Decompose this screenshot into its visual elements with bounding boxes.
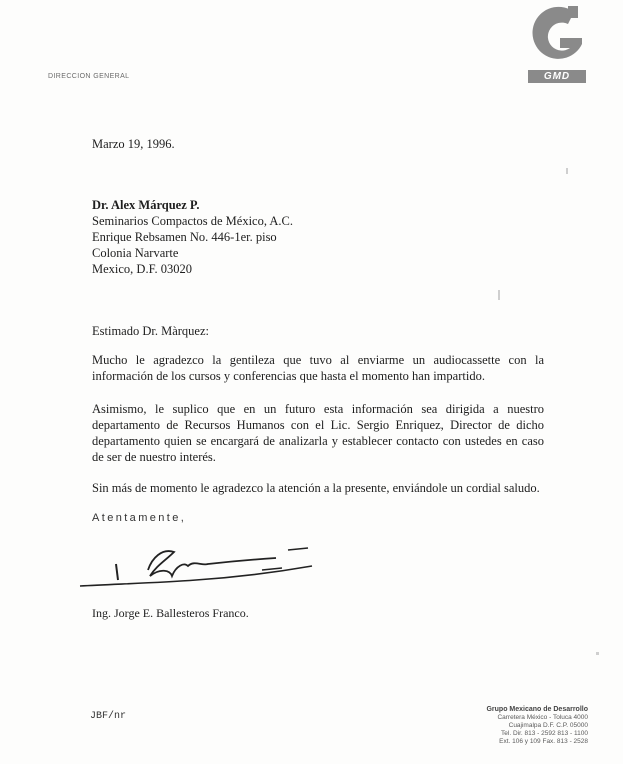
footer-line: Tel. Dir. 813 - 2592 813 - 1100 <box>501 730 588 737</box>
recipient-name: Dr. Alex Márquez P. <box>92 198 200 212</box>
recipient-address <box>92 197 293 277</box>
gmd-logo <box>524 4 590 84</box>
gmd-logo-icon <box>524 4 590 70</box>
handwritten-signature <box>76 536 316 596</box>
footer-org: Grupo Mexicano de Desarrollo <box>486 706 588 713</box>
address-line: Seminarios Compactos de México, A.C. <box>92 214 294 228</box>
signer-name: Ing. Jorge E. Ballesteros Franco. <box>92 606 249 620</box>
reference-initials: JBF/nr <box>90 711 127 722</box>
footer-line: Carretera México - Toluca 4000 <box>497 714 588 721</box>
closing: Atentamente, <box>92 512 187 524</box>
scan-speck <box>498 290 500 300</box>
letter-date: Marzo 19, 1996. <box>92 137 175 151</box>
body-paragraph: Sin más de momento le agradezco la atención a la presente, enviándole un cordial saludo. <box>92 481 540 495</box>
body-paragraph: Mucho le agradezco la gentileza que tuvo al enviarme un audiocassette con la información de los cursos y conferencias que hasta el momento han impartido. <box>92 353 544 383</box>
footer-line: Cuajimalpa D.F. C.P. 05000 <box>508 722 588 729</box>
company-footer <box>440 706 588 746</box>
logo-label: GMD <box>528 70 586 83</box>
scan-speck <box>596 652 599 655</box>
salutation: Estimado Dr. Màrquez: <box>92 324 209 338</box>
address-line: Mexico, D.F. 03020 <box>92 262 193 276</box>
address-line: Enrique Rebsamen No. 446-1er. piso <box>92 230 277 244</box>
footer-line: Ext. 106 y 109 Fax. 813 - 2528 <box>499 738 588 745</box>
address-line: Colonia Narvarte <box>92 246 179 260</box>
body-paragraph: Asimismo, le suplico que en un futuro esta información sea dirigida a nuestro departamento de Recursos Humanos con el Lic. Sergio Enriquez, Director de dicho departamento quien se encargará de analizarla y establecer contacto con ustedes en caso de ser de nuestro interés. <box>92 402 544 464</box>
scan-speck <box>566 168 568 174</box>
department-label: DIRECCION GENERAL <box>48 73 130 80</box>
